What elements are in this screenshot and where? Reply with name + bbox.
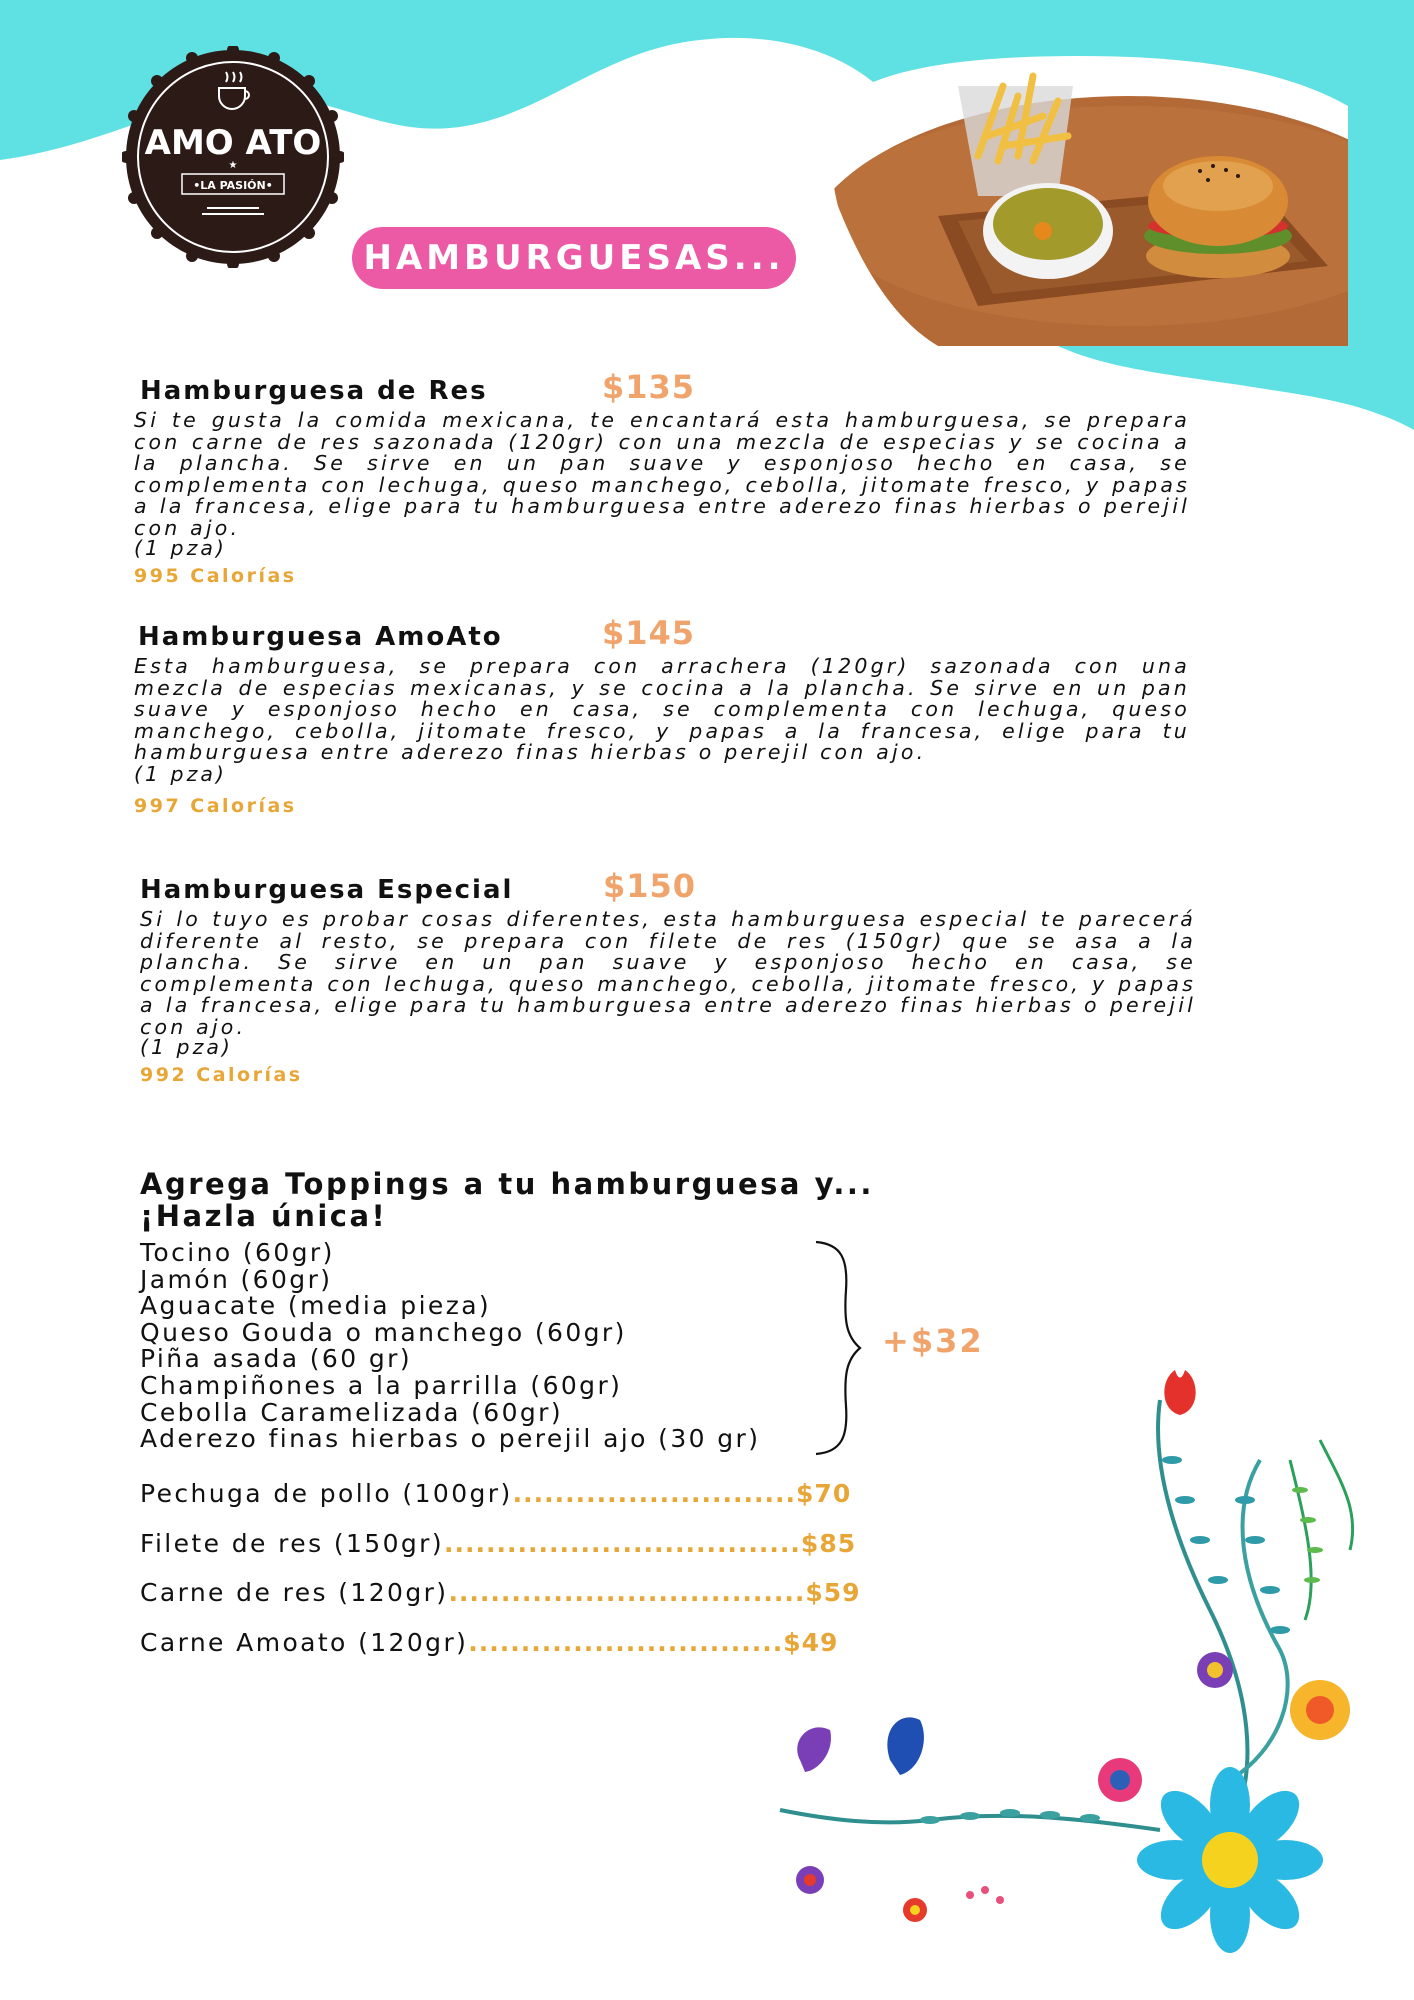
item-quantity: (1 pza) xyxy=(134,762,227,786)
logo-name: AMO ATO xyxy=(144,123,322,163)
item-price: $145 xyxy=(602,614,696,652)
extra-dots: ........................... xyxy=(512,1479,797,1508)
topping-item: Queso Gouda o manchego (60gr) xyxy=(140,1317,627,1347)
section-title-pill xyxy=(352,227,796,289)
topping-item: Champiñones a la parrilla (60gr) xyxy=(140,1370,623,1400)
extra-item-carne-amoato xyxy=(140,1628,838,1657)
item-name: Hamburguesa Especial xyxy=(140,875,514,905)
topping-item: Aguacate (media pieza) xyxy=(140,1291,492,1321)
extra-dots: .............................. xyxy=(468,1628,784,1657)
floral-decoration xyxy=(760,1350,1414,2000)
extra-item-pechuga xyxy=(140,1479,851,1508)
extra-price: $70 xyxy=(796,1479,852,1508)
item-description: Si te gusta la comida mexicana, te encantará esta hamburguesa, se prepara con carne de res sazonada (120gr) con una mezcla de especias y se cocina a la plancha. Se sirve en un pan suave y esponjoso hecho en casa, se complementa con lechuga, queso manchego, cebolla, jitomate fresco, y papas a la francesa, elige para tu hamburguesa entre aderezo finas hierbas o perejil con ajo. xyxy=(134,408,1190,540)
item-name: Hamburguesa de Res xyxy=(140,376,488,406)
item-calories: 992 Calorías xyxy=(140,1064,303,1086)
extra-dots: .................................. xyxy=(444,1529,801,1558)
item-name: Hamburguesa AmoAto xyxy=(138,622,503,652)
extra-name: Carne de res (120gr) xyxy=(140,1578,449,1607)
item-quantity: (1 pza) xyxy=(134,536,227,560)
topping-item: Cebolla Caramelizada (60gr) xyxy=(140,1397,564,1427)
amo-ato-logo xyxy=(122,46,344,268)
extra-price: $49 xyxy=(783,1628,839,1657)
extra-price: $85 xyxy=(800,1529,857,1558)
logo-tagline: •LA PASIÓN• xyxy=(193,179,273,192)
extra-item-filete xyxy=(140,1529,856,1558)
item-price: $135 xyxy=(602,368,696,406)
toppings-title-line1: Agrega Toppings a tu hamburguesa y... xyxy=(140,1167,874,1201)
svg-text:★: ★ xyxy=(228,160,238,171)
extra-name: Filete de res (150gr) xyxy=(140,1529,445,1558)
item-description: Si lo tuyo es probar cosas diferentes, esta hamburguesa especial te parecerá diferente al resto, se prepara con filete de res (150gr) que se asa a la plancha. Se sirve en un pan suave y esponjoso hecho en casa, se complementa con lechuga, queso manchego, cebolla, jitomate fresco, y papas a la francesa, elige para tu hamburguesa entre aderezo finas hierbas o perejil con ajo. xyxy=(140,907,1196,1039)
extra-name: Carne Amoato (120gr) xyxy=(140,1628,469,1657)
extra-price: $59 xyxy=(805,1578,861,1607)
item-description: Esta hamburguesa, se prepara con arrachera (120gr) sazonada con una mezcla de especias mexicanas, y se cocina a la plancha. Se sirve en un pan suave y esponjoso hecho en casa, se complementa con lechuga, queso manchego, cebolla, jitomate fresco, y papas a la francesa, elige para tu hamburguesa entre aderezo finas hierbas o perejil con ajo. xyxy=(134,654,1190,764)
topping-item: Piña asada (60 gr) xyxy=(140,1344,412,1374)
toppings-list xyxy=(140,1240,760,1453)
item-quantity: (1 pza) xyxy=(140,1035,233,1059)
toppings-group-price: +$32 xyxy=(882,1322,984,1360)
item-calories: 997 Calorías xyxy=(134,795,297,817)
section-title: HAMBURGUESAS... xyxy=(363,238,785,278)
extra-item-carne-res xyxy=(140,1578,861,1607)
topping-item: Tocino (60gr) xyxy=(140,1238,335,1267)
topping-item: Aderezo finas hierbas o perejil ajo (30 gr) xyxy=(140,1424,761,1454)
item-calories: 995 Calorías xyxy=(134,565,297,587)
burger-photo xyxy=(828,56,1348,346)
topping-item: Jamón (60gr) xyxy=(140,1264,333,1294)
toppings-title xyxy=(140,1168,874,1232)
extra-dots: .................................. xyxy=(448,1578,806,1607)
extra-name: Pechuga de pollo (100gr) xyxy=(140,1479,513,1508)
toppings-title-line2: ¡Hazla única! xyxy=(140,1199,388,1233)
item-price: $150 xyxy=(603,867,697,905)
